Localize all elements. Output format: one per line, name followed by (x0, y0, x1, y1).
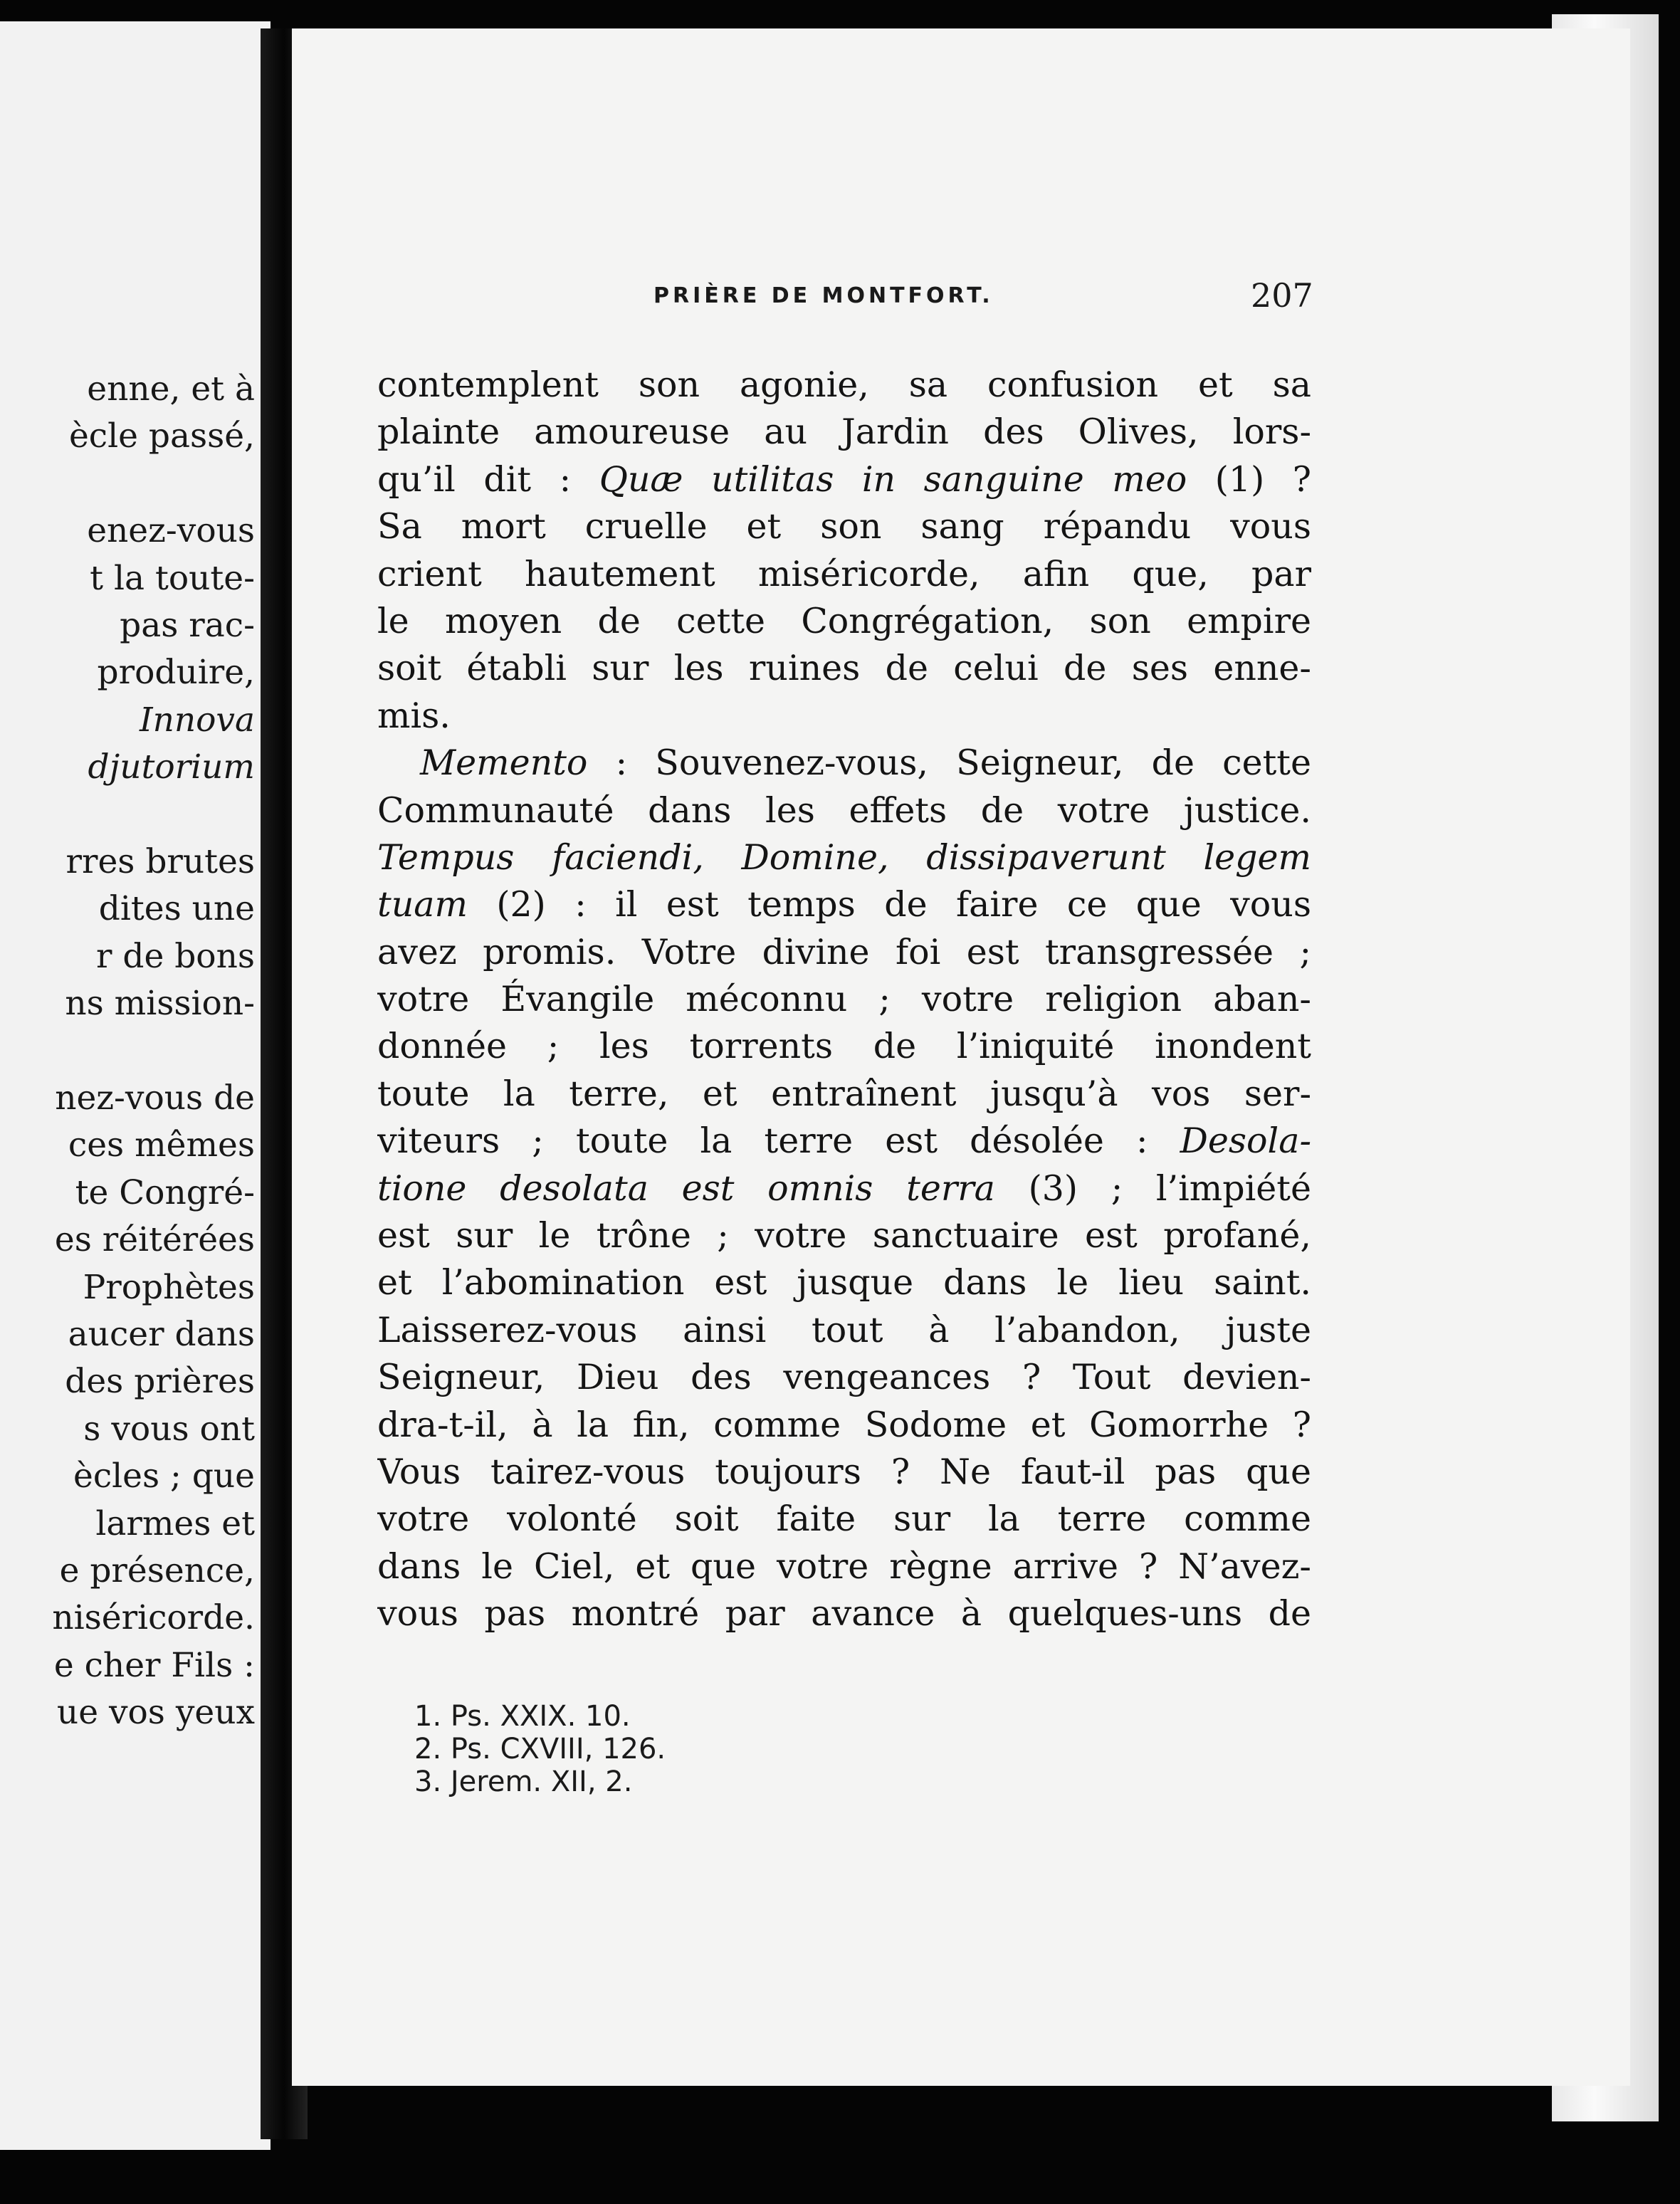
left-facing-page (0, 21, 271, 2150)
text-segment: Communauté dans les effets de votre justice. (377, 789, 1311, 831)
left-page-line: ècle passé, (68, 416, 255, 456)
text-segment: : Souvenez-vous, Seigneur, de cette (587, 742, 1311, 784)
left-page-line: produire, (97, 653, 255, 693)
left-page-line: des prières (65, 1362, 255, 1402)
text-line (377, 787, 1311, 834)
left-page-line: enne, et à (87, 369, 255, 409)
text-line (377, 1449, 1311, 1496)
left-page-line: Innova (140, 700, 255, 740)
text-line (377, 1307, 1311, 1354)
text-line (377, 1590, 1311, 1637)
left-page-line: dites une (98, 889, 255, 929)
text-line (377, 409, 1311, 456)
left-page-line: Prophètes (83, 1267, 255, 1307)
text-line (377, 740, 1311, 787)
text-line (377, 503, 1311, 550)
left-page-line: enez-vous (87, 511, 255, 551)
latin-quote: Desola- (1180, 1121, 1311, 1162)
text-line (377, 1023, 1311, 1070)
text-line (377, 598, 1311, 645)
text-segment: Laisserez-vous ainsi tout à l’abandon, juste (377, 1309, 1311, 1350)
text-segment: contemplent son agonie, sa confusion et sa (377, 364, 1311, 405)
footnote-1: 1. Ps. XXIX. 10. (414, 1700, 631, 1733)
text-line (377, 1259, 1311, 1306)
left-page-line: rres brutes (65, 842, 255, 881)
text-segment: le moyen de cette Congrégation, son empire (377, 600, 1311, 641)
text-segment: et l’abomination est jusque dans le lieu saint. (377, 1262, 1311, 1303)
left-page-line: ècles ; que (73, 1457, 255, 1496)
text-segment: Seigneur, Dieu des vengeances ? Tout devien- (377, 1357, 1311, 1398)
left-page-line: t la toute- (90, 558, 255, 598)
latin-quote: Tempus faciendi, Domine, dissipaverunt legem (377, 836, 1311, 878)
text-line (377, 1354, 1311, 1401)
left-page-line: larmes et (95, 1504, 255, 1543)
text-line (377, 1071, 1311, 1118)
left-page-line: e cher Fils : (53, 1645, 255, 1685)
latin-quote: Memento (420, 742, 588, 784)
text-segment: Vous tairez-vous toujours ? Ne faut-il pas que (377, 1451, 1311, 1492)
left-page-line: nez-vous de (55, 1079, 255, 1118)
text-segment: mis. (377, 695, 451, 736)
text-line (377, 1496, 1311, 1543)
text-segment: est sur le trône ; votre sanctuaire est profané, (377, 1215, 1311, 1256)
text-segment: qu’il dit : (377, 458, 599, 500)
text-line (377, 1118, 1311, 1165)
text-line (377, 362, 1311, 409)
text-segment: (3) ; l’impiété (994, 1167, 1311, 1209)
text-segment: crient hautement miséricorde, afin que, par (377, 553, 1311, 594)
left-page-line: s vous ont (83, 1409, 255, 1449)
left-page-line: ns mission- (65, 984, 255, 1024)
left-page-line: e présence, (59, 1551, 255, 1590)
left-page-line: te Congré- (75, 1172, 255, 1212)
text-line (377, 881, 1311, 928)
left-page-line: r de bons (95, 936, 255, 976)
text-segment: (2) : il est temps de faire ce que vous (467, 884, 1311, 925)
latin-quote: Quæ utilitas in sanguine meo (599, 458, 1187, 500)
left-page-line: niséricorde. (52, 1598, 255, 1638)
left-page-line: aucer dans (68, 1315, 255, 1354)
text-line (377, 976, 1311, 1023)
text-segment: plainte amoureuse au Jardin des Olives, lors- (377, 411, 1311, 453)
footnotes (414, 1700, 666, 1798)
text-segment: Sa mort cruelle et son sang répandu vous (377, 506, 1311, 547)
running-head: PRIÈRE DE MONTFORT. (653, 283, 994, 308)
left-page-line: pas rac- (120, 606, 255, 645)
left-page-line: ces mêmes (68, 1125, 255, 1165)
latin-quote: tuam (377, 884, 468, 925)
latin-quote: tione desolata est omnis terra (377, 1167, 995, 1209)
text-segment: soit établi sur les ruines de celui de ses enne- (377, 648, 1311, 689)
left-page-line: es réitérées (54, 1220, 255, 1260)
text-segment: toute la terre, et entraînent jusqu’à vos ser- (377, 1073, 1311, 1114)
text-segment: viteurs ; toute la terre est désolée : (377, 1121, 1180, 1162)
text-segment: votre volonté soit faite sur la terre comme (377, 1499, 1311, 1540)
left-page-line: ue vos yeux (56, 1693, 255, 1733)
footnote-2: 2. Ps. CXVIII, 126. (414, 1733, 666, 1765)
text-segment: donnée ; les torrents de l’iniquité inondent (377, 1026, 1311, 1067)
text-segment: dans le Ciel, et que votre règne arrive ? N’avez- (377, 1546, 1311, 1587)
text-line (377, 1165, 1311, 1212)
left-page-line: djutorium (88, 747, 255, 787)
text-line (377, 456, 1311, 503)
text-line (377, 929, 1311, 976)
text-segment: votre Évangile méconnu ; votre religion aban- (377, 979, 1311, 1020)
text-segment: avez promis. Votre divine foi est transgressée ; (377, 931, 1311, 972)
footnote-3: 3. Jerem. XII, 2. (414, 1765, 633, 1798)
text-line (377, 1543, 1311, 1590)
text-segment: dra-t-il, à la fin, comme Sodome et Gomorrhe ? (377, 1404, 1311, 1445)
body-text (377, 362, 1311, 1638)
text-line (377, 693, 1311, 740)
text-line (377, 551, 1311, 598)
text-line (377, 645, 1311, 692)
text-line (377, 1402, 1311, 1449)
page-number: 207 (1251, 276, 1313, 315)
text-line (377, 834, 1311, 881)
text-segment: (1) ? (1187, 458, 1311, 500)
text-line (377, 1212, 1311, 1259)
text-segment: vous pas montré par avance à quelques-uns de (377, 1593, 1311, 1634)
